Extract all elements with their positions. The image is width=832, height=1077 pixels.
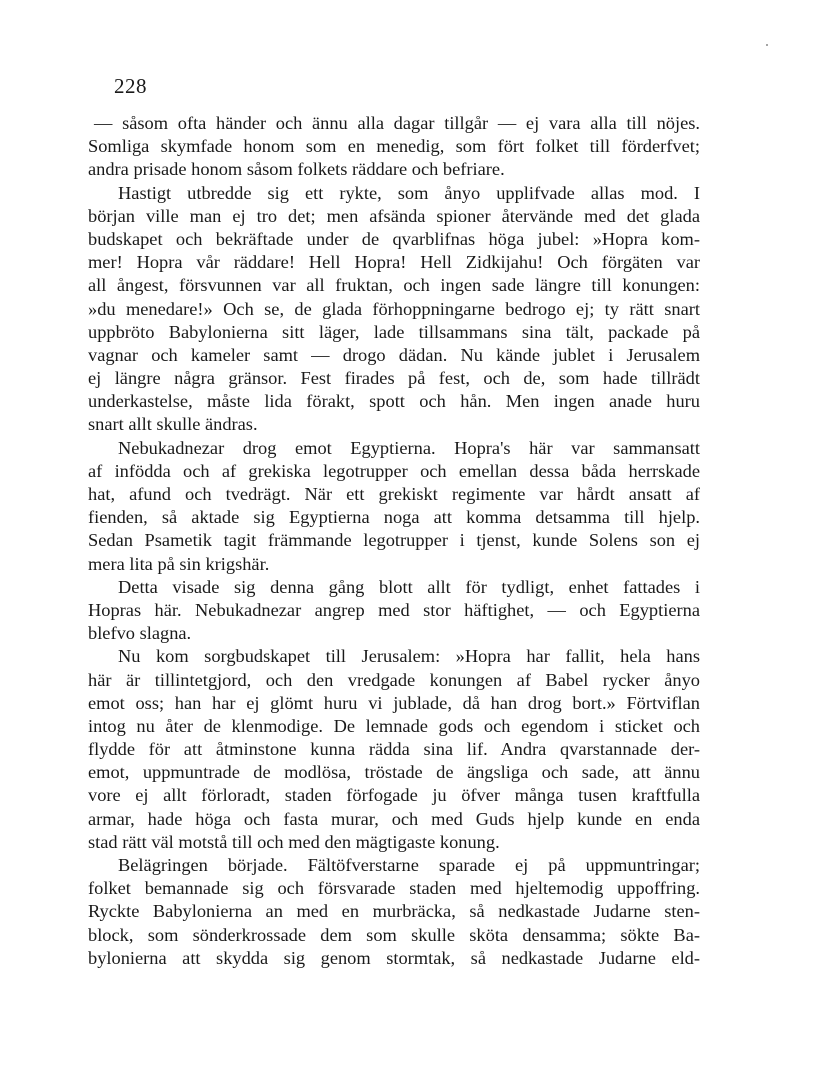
text-line: vagnar och kameler samt — drogo dädan. Nu kände jublet i Jerusalem <box>88 344 700 365</box>
text-line: Somliga skymfade honom som en menedig, som fört folket till förderfvet; <box>88 136 700 157</box>
text-line: emot, uppmuntrade de modlösa, tröstade de ängsliga och sade, att ännu <box>88 762 700 783</box>
text-line: block, som sönderkrossade dem som skulle sköta densamma; sökte Ba- <box>88 924 700 945</box>
text-line: armar, hade höga och fasta murar, och med Guds hjelp kunde en enda <box>88 808 700 829</box>
text-line: mer! Hopra vår räddare! Hell Hopra! Hell Zidkijahu! Och förgäten var <box>88 252 700 273</box>
text-line: Nebukadnezar drog emot Egyptierna. Hopra's här var sammansatt <box>118 437 700 458</box>
text-line: Sedan Psametik tagit främmande legotrupper i tjenst, kunde Solens son ej <box>88 530 700 551</box>
page-number: 228 <box>114 74 147 98</box>
text-line: intog nu åter de klenmodige. De lemnade gods och egendom i sticket och <box>88 715 700 736</box>
text-line: snart allt skulle ändras. <box>88 414 258 435</box>
text-line: fienden, så aktade sig Egyptierna noga att komma detsamma till hjelp. <box>88 507 700 528</box>
text-line: ej längre några gränsor. Fest firades på fest, och de, som hade tillrädt <box>88 368 700 389</box>
body-text <box>88 112 700 970</box>
text-line: början ville man ej tro det; men afsända spioner återvände med det glada <box>88 205 700 226</box>
text-line: hat, afund och tvedrägt. När ett grekiskt regimente var hårdt ansatt af <box>88 484 700 504</box>
text-line: emot oss; han har ej glömt huru vi jublade, då han drog bort.» Förtviflan <box>88 692 700 713</box>
text-line: af infödda och af grekiska legotrupper och emellan dessa båda herrskade <box>88 460 700 481</box>
text-line: Ryckte Babylonierna an med en murbräcka, så nedkastade Judarne sten- <box>88 901 700 922</box>
text-line: all ångest, försvunnen var all fruktan, och ingen sade längre till konungen: <box>88 275 700 296</box>
text-line: Belägringen började. Fältöfverstarne sparade ej på uppmuntringar; <box>118 855 700 875</box>
text-line: flydde för att åtminstone kunna rädda sina lif. Andra qvarstannade der- <box>88 739 700 760</box>
text-line: Hopras här. Nebukadnezar angrep med stor häftighet, — och Egyptierna <box>88 599 700 620</box>
text-line: andra prisade honom såsom folkets räddare och befriare. <box>88 159 505 180</box>
text-line: budskapet och bekräftade under de qvarblifnas höga jubel: »Hopra kom- <box>88 228 700 249</box>
text-line: här är tillintetgjord, och den vredgade konungen af Babel rycker ånyo <box>88 669 700 690</box>
text-line: blefvo slagna. <box>88 623 192 644</box>
text-line: Nu kom sorgbudskapet till Jerusalem: »Hopra har fallit, hela hans <box>118 646 700 667</box>
paper-speck <box>766 44 768 46</box>
text-line: Detta visade sig denna gång blott allt för tydligt, enhet fattades i <box>118 576 700 597</box>
text-line: Hastigt utbredde sig ett rykte, som ånyo upplifvade allas mod. I <box>118 182 700 203</box>
text-line: stad rätt väl motstå till och med den mägtigaste konung. <box>88 831 500 852</box>
text-line: folket bemannade sig och försvarade staden med hjeltemodig uppoffring. <box>88 878 700 899</box>
text-line: uppbröto Babylonierna sitt läger, lade tillsammans sina tält, packade på <box>88 321 700 342</box>
text-line: mera lita på sin krigshär. <box>88 553 270 574</box>
text-line: vore ej allt förloradt, staden förfogade ju öfver många tusen kraftfulla <box>88 785 700 806</box>
text-line: underkastelse, måste lida förakt, spott och hån. Men ingen anade huru <box>88 391 700 412</box>
text-line: »du menedare!» Och se, de glada förhoppningarne bedrogo ej; ty rätt snart <box>88 298 700 319</box>
text-line: — såsom ofta händer och ännu alla dagar tillgår — ej vara alla till nöjes. <box>94 113 700 133</box>
text-line: bylonierna att skydda sig genom stormtak, så nedkastade Judarne eld- <box>88 947 700 968</box>
